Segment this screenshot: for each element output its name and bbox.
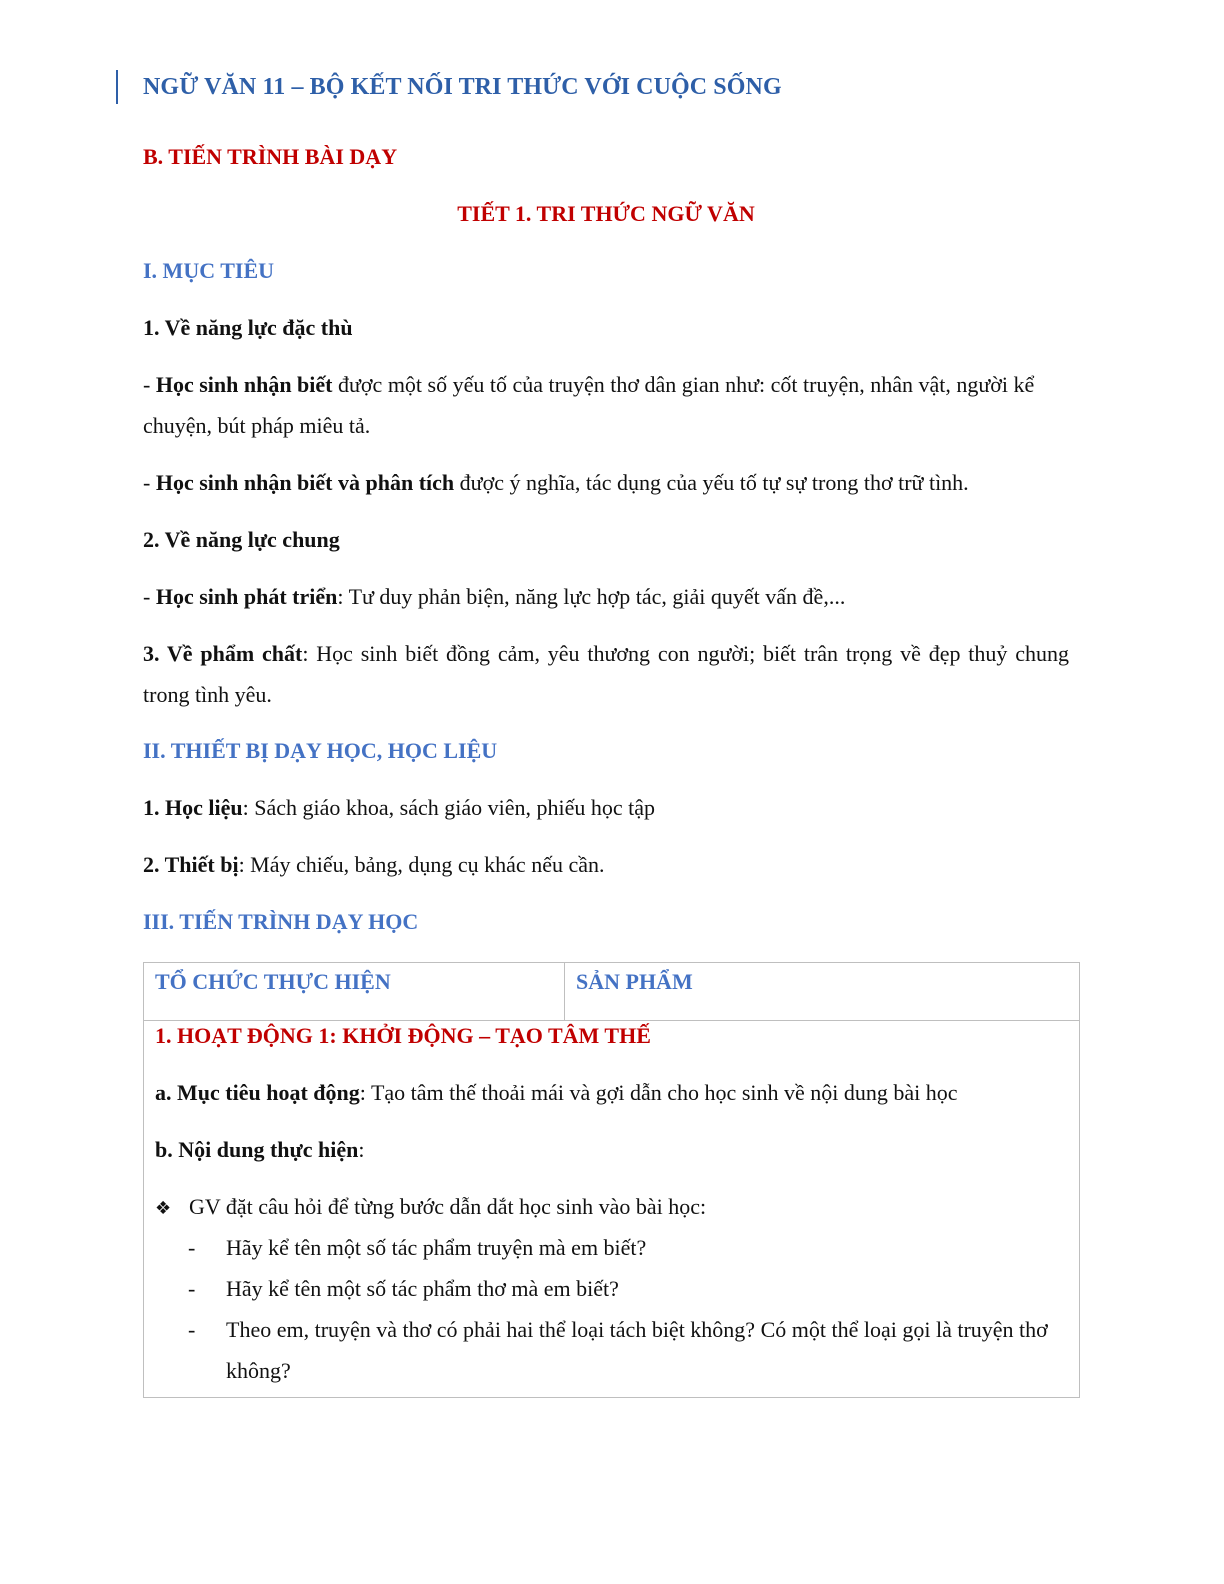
activity-goal-bold: a. Mục tiêu hoạt động: [155, 1080, 360, 1105]
lesson-title: TIẾT 1. TRI THỨC NGỮ VĂN: [457, 201, 755, 226]
process-table: [143, 962, 1080, 1398]
dash-icon: -: [188, 1317, 196, 1342]
question-item: Hãy kể tên một số tác phẩm truyện mà em biết?: [226, 1235, 647, 1260]
table-header-row: [144, 963, 1080, 1021]
objective-bold: Học sinh phát triển: [155, 584, 338, 609]
objective-bold: Học sinh nhận biết: [155, 372, 333, 397]
objective-paragraph: - Học sinh nhận biết được một số yếu tố của truyện thơ dân gian như: cốt truyện, nhân vật, người kể chuyện, bút pháp miêu tả.: [143, 372, 1035, 438]
objectives-heading: I. MỤC TIÊU: [143, 258, 275, 283]
equipment-bold: 1. Học liệu: [143, 795, 243, 820]
objective-paragraph: - Học sinh phát triển: Tư duy phản biện, năng lực hợp tác, giải quyết vấn đề,...: [143, 584, 846, 609]
equipment-line: [143, 787, 1069, 828]
objectives-subheading-general: 2. Về năng lực chung: [143, 527, 340, 552]
dash-icon: -: [188, 1276, 196, 1301]
objective-text: được một số yếu tố của truyện thơ dân gian như: cốt truyện, nhân vật, người kể chuyện, bút pháp miêu tả.: [143, 372, 1035, 438]
objective-text: được ý nghĩa, tác dụng của yếu tố tự sự trong thơ trữ tình.: [454, 470, 969, 495]
process-heading: III. TIẾN TRÌNH DẠY HỌC: [143, 909, 419, 934]
bullet-item: [155, 1186, 1069, 1229]
objectives-subheading-specific: 1. Về năng lực đặc thù: [143, 315, 353, 340]
activity-content-bold: b. Nội dung thực hiện: [155, 1137, 359, 1162]
page-header: NGỮ VĂN 11 – BỘ KẾT NỐI TRI THỨC VỚI CUỘC SỐNG: [143, 74, 782, 100]
question-item: Hãy kể tên một số tác phẩm thơ mà em biết?: [226, 1276, 619, 1301]
equipment-line: [143, 844, 1069, 885]
equipment-text: : Sách giáo khoa, sách giáo viên, phiếu học tập: [242, 795, 655, 820]
column-header-product: SẢN PHẨM: [576, 969, 693, 994]
question-item: Theo em, truyện và thơ có phải hai thể loại tách biệt không? Có một thể loại gọi là truyện thơ không?: [226, 1317, 1048, 1383]
equipment-text: : Máy chiếu, bảng, dụng cụ khác nếu cần.: [238, 852, 605, 877]
equipment-bold: 2. Thiết bị: [143, 852, 239, 877]
table-header-cell: [565, 963, 1080, 1021]
activity-title: 1. HOẠT ĐỘNG 1: KHỞI ĐỘNG – TẠO TÂM THẾ: [155, 1023, 651, 1048]
column-header-organize: TỔ CHỨC THỰC HIỆN: [155, 969, 391, 994]
activity-goal-text: : Tạo tâm thế thoải mái và gợi dẫn cho học sinh về nội dung bài học: [359, 1080, 958, 1105]
objective-paragraph: - Học sinh nhận biết và phân tích được ý nghĩa, tác dụng của yếu tố tự sự trong thơ trữ tình.: [143, 470, 969, 495]
objective-paragraph: [143, 633, 1069, 715]
activity-content: [155, 1129, 1069, 1170]
activity-goal: [155, 1072, 1069, 1113]
objective-text: : Học sinh biết đồng cảm, yêu thương con người; biết trân trọng về đẹp thuỷ chung trong tình yêu.: [143, 641, 1069, 707]
objective-bold: Học sinh nhận biết và phân tích: [155, 470, 455, 495]
equipment-heading: II. THIẾT BỊ DẠY HỌC, HỌC LIỆU: [143, 738, 498, 763]
activity-content-text: :: [358, 1137, 365, 1162]
table-header-cell: [144, 963, 565, 1021]
activity-cell: [144, 1021, 1080, 1398]
diamond-bullet-icon: ❖: [155, 1198, 172, 1219]
objective-bold: 3. Về phẩm chất: [143, 641, 303, 666]
table-row: [144, 1021, 1080, 1398]
dash-icon: -: [188, 1235, 196, 1260]
objective-text: : Tư duy phản biện, năng lực hợp tác, giải quyết vấn đề,...: [337, 584, 846, 609]
section-heading: B. TIẾN TRÌNH BÀI DẠY: [143, 144, 398, 169]
bullet-text: GV đặt câu hỏi để từng bước dẫn dắt học sinh vào bài học:: [189, 1194, 707, 1219]
header-rule: [116, 70, 118, 104]
